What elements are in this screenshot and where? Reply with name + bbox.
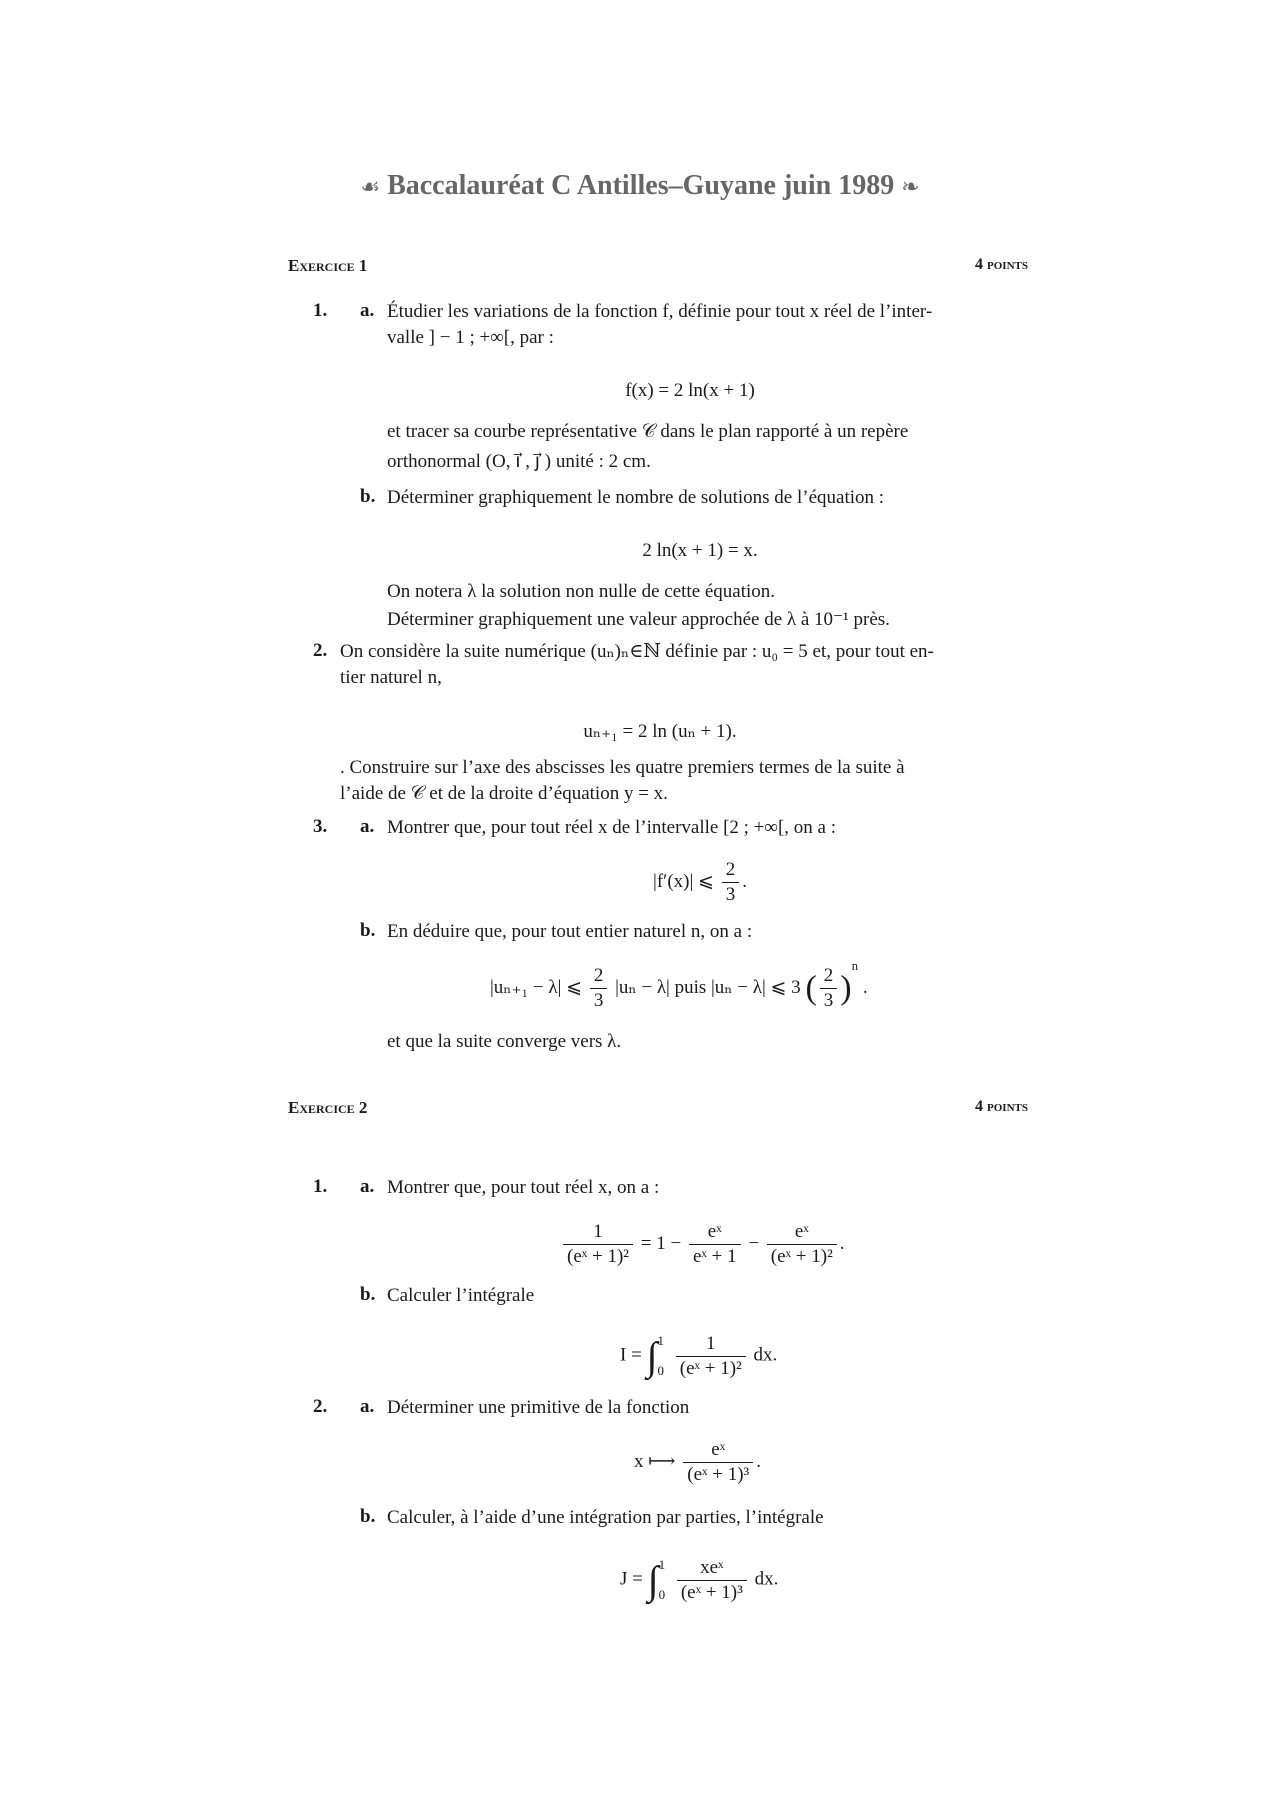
upper-bound: 1 (657, 1333, 665, 1348)
ex1-q3b-formula: |uₙ₊₁ − λ| ⩽ $\frac{2}{3}$ |uₙ − λ| puis |uₙ − λ| ⩽ 3 ( $\frac{2}{3}$ )$^n$ . (490, 957, 868, 1011)
lower-bound: 0 (658, 1587, 666, 1602)
title-text: Baccalauréat C Antilles–Guyane juin 1989 (387, 170, 895, 201)
ex1-q1a-text-4: orthonormal (O, ı⃗ , ȷ⃗ ) unité : 2 cm. (387, 451, 651, 472)
fraction-denominator: (eˣ + 1)² (679, 1357, 742, 1379)
ex1-q2-text-2: tier naturel n, (340, 667, 442, 688)
ex2-q2a-text-1: Déterminer une primitive de la fonction (387, 1397, 690, 1418)
ex1-q1a-text-3: et tracer sa courbe représentative 𝒞 dans le plan rapporté à un repère (387, 421, 909, 442)
fraction (677, 1556, 747, 1605)
ex1-q1a-label: a. (360, 300, 375, 321)
fraction-denominator: 3 (593, 990, 604, 1011)
map-arrow: x ⟼ (634, 1450, 676, 1472)
integral-sign-icon: ∫ (647, 1557, 659, 1603)
ex2-q2b-label: b. (360, 1506, 376, 1527)
exercise-1-points: 4 points (975, 256, 1028, 273)
ex1-q3b-formula-mid: |uₙ − λ| puis |uₙ − λ| ⩽ 3 (615, 976, 801, 998)
ex1-q3a-label: a. (360, 816, 375, 837)
exercise-1-title: Exercice 1 (288, 256, 368, 275)
ex1-q3b-text-2: et que la suite converge vers λ. (387, 1031, 622, 1052)
ornament-right-icon: ❧ (901, 174, 920, 199)
ex1-q3b-formula-left: |uₙ₊₁ − λ| ⩽ (490, 976, 583, 998)
fraction-numerator: eˣ (689, 1220, 741, 1245)
ex2-integral-J (620, 1550, 778, 1610)
fraction-numerator: xeˣ (677, 1556, 747, 1581)
exercise-2-title: Exercice 2 (288, 1098, 368, 1117)
ex1-q2-formula: uₙ₊₁ = 2 ln (uₙ + 1). (583, 721, 737, 742)
ex2-integral-I (620, 1326, 777, 1386)
ex1-q2-text-4: l’aide de 𝒞 et de la droite d’équation y = x. (340, 783, 668, 804)
lower-bound: 0 (657, 1363, 665, 1378)
ex1-q1b-text-1: Déterminer graphiquement le nombre de solutions de l’équation : (387, 487, 885, 508)
fraction (767, 1220, 837, 1269)
ex1-q3b-label: b. (360, 920, 376, 941)
dx: dx. (754, 1568, 779, 1590)
ex2-q2a-label: a. (360, 1396, 375, 1417)
right-paren: ) (840, 969, 852, 1007)
ex1-q2-text-1: On considère la suite numérique (uₙ)ₙ∈ℕ définie par : u₀ = 5 et, pour tout en- (340, 641, 934, 662)
ex1-q3a-formula: |f′(x)| ⩽ $\frac{2}{3}$ . (653, 859, 747, 905)
integral-sign-icon: ∫ (646, 1333, 658, 1379)
ex1-q1a-formula: f(x) = 2 ln(x + 1) (625, 380, 755, 401)
ex2-q1a-text-1: Montrer que, pour tout réel x, on a : (387, 1177, 660, 1198)
ex2-primitive-function: x ⟼ $\frac{\text{eˣ}}{\text{(eˣ + 1)³}}$ . (634, 1439, 761, 1485)
fraction-denominator: 3 (823, 990, 834, 1011)
dx: dx. (753, 1344, 778, 1366)
formula-mid: = 1 − (640, 1232, 682, 1254)
fraction-numerator: 1 (563, 1220, 633, 1245)
integral-lhs: J = (620, 1568, 643, 1590)
fraction-numerator: eˣ (683, 1438, 753, 1463)
fraction-numerator: 1 (676, 1332, 746, 1357)
ex1-q1a-text-2: valle ] − 1 ; +∞[, par : (387, 327, 554, 348)
ex1-q1b-formula: 2 ln(x + 1) = x. (642, 540, 758, 561)
fraction-denominator: (eˣ + 1)³ (687, 1464, 750, 1485)
ex1-q3a-text-1: Montrer que, pour tout réel x de l’intervalle [2 ; +∞[, on a : (387, 817, 836, 838)
exercise-2-heading (288, 1098, 1028, 1118)
ex2-q1-number: 1. (313, 1176, 328, 1197)
fraction (590, 964, 608, 1013)
fraction (676, 1332, 746, 1381)
ex1-q2-text-3: . Construire sur l’axe des abscisses les quatre premiers termes de la suite à (340, 757, 905, 778)
ex2-q1b-label: b. (360, 1284, 376, 1305)
exponent-n: n (851, 957, 859, 973)
upper-bound: 1 (658, 1557, 666, 1572)
fraction-denominator: eˣ + 1 (692, 1246, 737, 1267)
fraction (683, 1438, 753, 1487)
page-title (0, 170, 1280, 202)
ornament-left-icon: ☙ (360, 174, 381, 199)
fraction (689, 1220, 741, 1269)
ex1-q1b-text-3: Déterminer graphiquement une valeur approchée de λ à 10⁻¹ près. (387, 609, 890, 630)
ex1-q1b-label: b. (360, 486, 376, 507)
ex1-q3b-text-1: En déduire que, pour tout entier naturel n, on a : (387, 921, 753, 942)
exercise-2-points: 4 points (975, 1098, 1028, 1115)
fraction-numerator: 2 (820, 964, 838, 989)
fraction (820, 964, 838, 1013)
ex2-q1a-formula: $\frac{1}{\text{(eˣ + 1)²}}$ = 1 − $\frac{\text{eˣ}}{\text{eˣ + 1}}$ − $\frac{\text{eˣ}}{\text{(eˣ + 1)²}}$ . (560, 1220, 845, 1269)
ex1-q2-number: 2. (313, 640, 328, 661)
fraction-denominator: (eˣ + 1)³ (680, 1581, 743, 1603)
fraction (722, 858, 740, 907)
ex2-q2-number: 2. (313, 1396, 328, 1417)
ex2-q1a-label: a. (360, 1176, 375, 1197)
fraction-numerator: 2 (722, 858, 740, 883)
ex1-q3-number: 3. (313, 816, 328, 837)
integral-lhs: I = (620, 1344, 642, 1366)
fraction-numerator: 2 (590, 964, 608, 989)
fraction-denominator: (eˣ + 1)² (567, 1246, 629, 1267)
fraction-denominator: (eˣ + 1)² (770, 1246, 833, 1267)
left-paren: ( (805, 969, 817, 1007)
fraction-numerator: eˣ (767, 1220, 837, 1245)
fraction-denominator: 3 (725, 884, 736, 905)
ex1-q3a-formula-left: |f′(x)| ⩽ (653, 870, 714, 892)
ex1-q1b-text-2: On notera λ la solution non nulle de cette équation. (387, 581, 776, 602)
fraction (563, 1220, 633, 1269)
ex2-q1b-text-1: Calculer l’intégrale (387, 1285, 535, 1306)
exercise-1-heading (288, 256, 1028, 276)
ex1-q1a-text-1: Étudier les variations de la fonction f, définie pour tout x réel de l’inter- (387, 301, 933, 322)
ex1-q1-number: 1. (313, 300, 328, 321)
ex2-q2b-text-1: Calculer, à l’aide d’une intégration par parties, l’intégrale (387, 1507, 824, 1528)
